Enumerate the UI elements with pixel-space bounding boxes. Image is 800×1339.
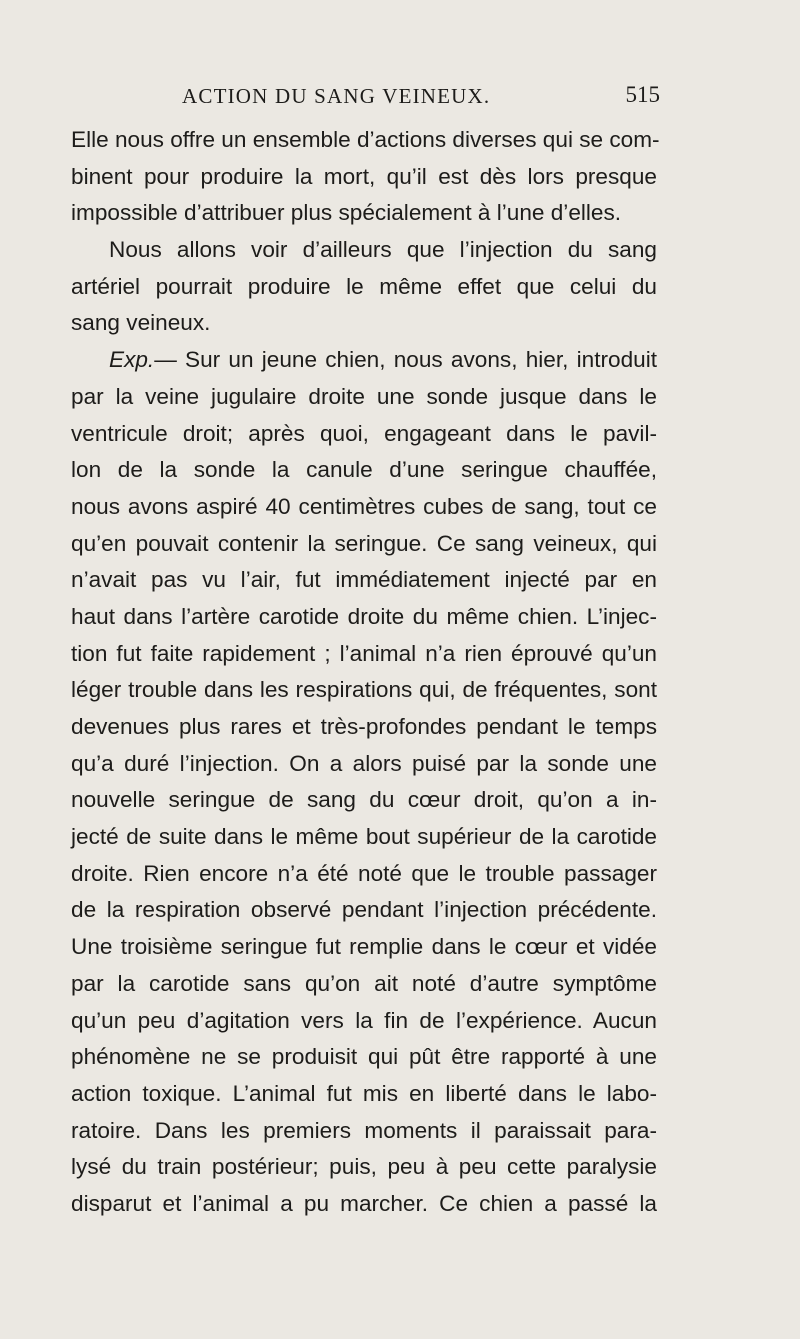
text-line: qu’a duré l’injection. On a alors puisé par la sonde une bbox=[71, 750, 657, 776]
text-line: Elle nous offre un ensemble d’actions diverses qui se com- bbox=[71, 127, 660, 152]
text-line: haut dans l’artère carotide droite du même chien. L’injec- bbox=[71, 603, 657, 629]
text-line: ventricule droit; après quoi, engageant dans le pavil- bbox=[71, 420, 657, 446]
text-line: disparut et l’animal a pu marcher. Ce chien a passé la bbox=[71, 1190, 657, 1216]
text-line bbox=[71, 342, 657, 379]
text-line: phénomène ne se produisit qui pût être rapporté à une bbox=[71, 1044, 657, 1070]
text-line: par la veine jugulaire droite une sonde jusque dans le bbox=[71, 383, 657, 409]
text-line: droite. Rien encore n’a été noté que le trouble passager bbox=[71, 860, 657, 886]
text-line: devenues plus rares et très-profondes pendant le temps bbox=[71, 714, 657, 739]
exp-label: Exp. bbox=[109, 347, 155, 373]
text-line: Nous allons voir d’ailleurs que l’injection du sang bbox=[109, 237, 657, 263]
page-number: 515 bbox=[625, 82, 660, 107]
text-line: nous avons aspiré 40 centimètres cubes de sang, tout ce bbox=[71, 493, 657, 519]
text-line: léger trouble dans les respirations qui, de fréquentes, sont bbox=[71, 677, 657, 703]
text-line: jecté de suite dans le même bout supérieur de la carotide bbox=[71, 824, 657, 850]
text-line: impossible d’attribuer plus spécialement à l’une d’elles. bbox=[71, 200, 622, 226]
text-line: n’avait pas vu l’air, fut immédiatement injecté par en bbox=[71, 567, 657, 593]
text-line: Une troisième seringue fut remplie dans le cœur et vidée bbox=[71, 934, 657, 960]
text-line: lysé du train postérieur; puis, peu à peu cette paralysie bbox=[71, 1154, 657, 1180]
text-line: qu’en pouvait contenir la seringue. Ce sang veineux, qui bbox=[71, 530, 657, 556]
text-line: lon de la sonde la canule d’une seringue chauffée, bbox=[71, 457, 657, 483]
text-line: binent pour produire la mort, qu’il est dès lors presque bbox=[71, 163, 657, 189]
text-line-rest: — Sur un jeune chien, nous avons, hier, introduit bbox=[154, 347, 657, 373]
text-line: nouvelle seringue de sang du cœur droit, qu’on a in- bbox=[71, 787, 657, 813]
text-line: qu’un peu d’agitation vers la fin de l’expérience. Aucun bbox=[71, 1007, 657, 1033]
running-title: ACTION DU SANG VEINEUX. bbox=[182, 84, 491, 108]
text-line: action toxique. L’animal fut mis en liberté dans le labo- bbox=[71, 1080, 657, 1106]
running-head bbox=[70, 84, 660, 118]
text-line: ratoire. Dans les premiers moments il paraissait para- bbox=[71, 1117, 657, 1143]
text-line: par la carotide sans qu’on ait noté d’autre symptôme bbox=[71, 970, 657, 996]
text-line: de la respiration observé pendant l’injection précédente. bbox=[71, 897, 657, 923]
text-line: sang veineux. bbox=[71, 310, 211, 336]
body-text bbox=[71, 122, 660, 1223]
text-line: tion fut faite rapidement ; l’animal n’a rien éprouvé qu’un bbox=[71, 640, 657, 666]
text-line: artériel pourrait produire le même effet que celui du bbox=[71, 273, 657, 299]
